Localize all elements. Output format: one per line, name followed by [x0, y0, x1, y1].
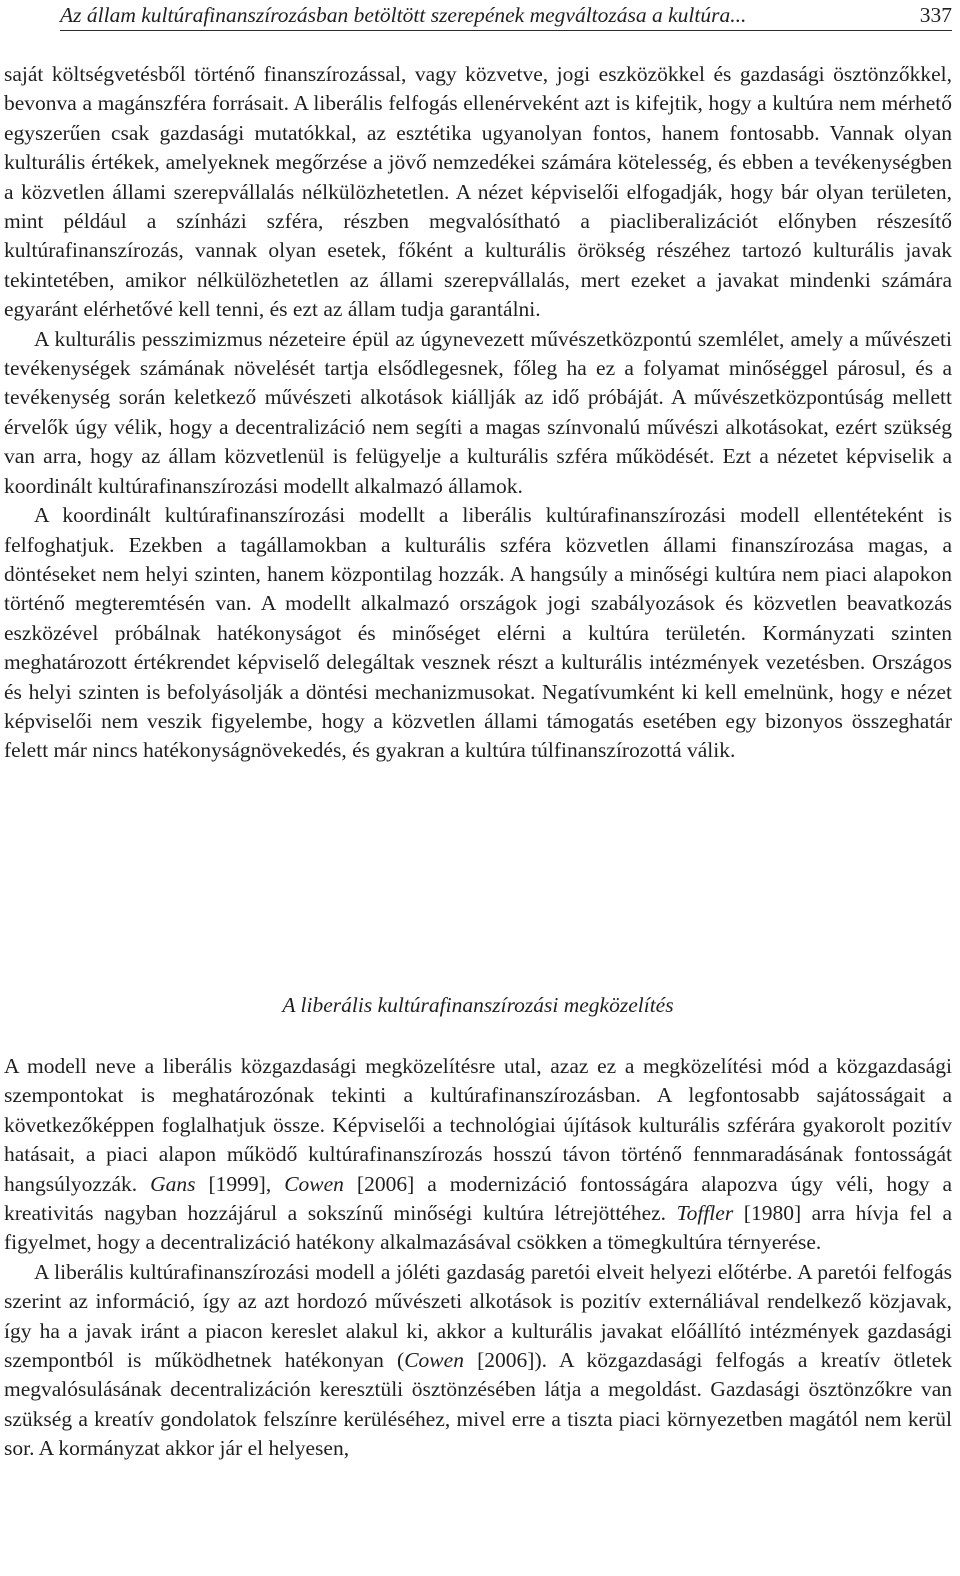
citation-author-gans: Gans: [150, 1171, 196, 1196]
citation-author-toffler: Toffler: [676, 1201, 734, 1226]
running-header: [60, 0, 952, 31]
running-title: Az állam kultúrafinanszírozásban betöltött szerepének megváltozása a kultúra...: [60, 3, 747, 27]
paragraph-4-text-a: A modell neve a liberális közgazdasági megközelítésre utal, azaz ez a megközelítési mód a közgazdasági szempontokat is meghatározónak tekinti a kultúrafinanszírozásban. A legfontosabb sajátosságait a következőképpen foglalhatjuk össze. Képviselői a technológiai újítások kulturális szférára gyakorolt pozitív hatásait, a piaci alapon működő kultúrafinanszírozás hosszú távon történő fennmaradásának fontosságát hangsúlyozzák.: [4, 1054, 952, 1196]
paragraph-4-text-d: [1980] arra hívja fel a figyelmet, hogy a decentralizáció hatékony alkalmazásával csökken a tömegkultúra térnyerése.: [4, 1201, 952, 1255]
citation-author-cowen: Cowen: [284, 1171, 344, 1196]
body-text-bottom: [4, 1052, 952, 1464]
body-text-top: [4, 60, 952, 766]
paragraph-1: saját költségvetésből történő finanszírozással, vagy közvetve, jogi eszközökkel és gazdasági ösztönzőkkel, bevonva a magánszféra forrásait. A liberális felfogás ellenérveként azt is kifejtik, hogy a kultúra nem mérhető egyszerűen csak gazdasági mutatókkal, az esztétika ugyanolyan fontos, hanem fontosabb. Vannak olyan kulturális értékek, amelyeknek megőrzése a jövő nemzedékei számára kötelesség, és ebben a tevékenységben a közvetlen állami szerepvállalás nélkülözhetetlen. A nézet képviselői elfogadják, hogy bár olyan területen, mint például a színházi szféra, részben megvalósítható a piacliberalizációt előnyben részesítő kultúrafinanszírozás, vannak olyan esetek, főként a kulturális örökség részéhez tartozó kulturális javak tekintetében, amikor nélkülözhetetlen az állami szerepvállalás, mert ezeket a javakat mindenki számára egyaránt elérhetővé kell tenni, és ezt az állam tudja garantálni.: [4, 62, 952, 322]
citation-author-cowen-2: Cowen: [404, 1348, 464, 1373]
section-heading: A liberális kultúrafinanszírozási megközelítés: [282, 993, 674, 1017]
paragraph-5-text-a: A liberális kultúrafinanszírozási modell a jóléti gazdaság paretói elveit helyezi előtérbe. A paretói felfogás szerint az információ, így az azt hordozó művészeti alkotások is pozitív externáliával rendelkező közjavak, így ha a javak iránt a piacon kereslet alakul ki, akkor a kulturális javakat előállító intézmények gazdasági szempontból is működhetnek hatékonyan (: [4, 1259, 952, 1373]
paragraph-4-text-c: [2006] a modernizáció fontosságára alapozva úgy véli, hogy a kreativitás nagyban hozzájárul a sokszínű minőségi kultúra létrejöttéhez.: [4, 1171, 953, 1226]
paragraph-4: [4, 1052, 952, 1258]
paragraph-4-text-b: [1999],: [208, 1171, 272, 1196]
paragraph-2: A kulturális pesszimizmus nézeteire épül az úgynevezett művészetközpontú szemlélet, amely a művészeti tevékenységek számának növelését tartja elsődlegesnek, főleg ha ez a folyamat minőséggel párosul, és a tevékenység során keletkező művészeti alkotások kiállják az idő próbáját. A művészetközpontúság mellett érvelők úgy vélik, hogy a decentralizáció nem segíti a magas színvonalú művészi alkotásokat, ezért szükség van arra, hogy az állam közvetlenül is felügyelje a kulturális szféra működését. Ezt a nézetet képviselik a koordinált kultúrafinanszírozási modellt alkalmazó államok.: [4, 326, 952, 498]
paragraph-5-text-b: [2006]). A közgazdasági felfogás a kreatív ötletek megvalósulásának decentralizáción keresztüli ösztönzésében látja a megoldást. Gazdasági ösztönzőkre van szükség a kreatív gondolatok felszínre kerüléséhez, mivel erre a tiszta piaci környezetben magától nem kerül sor. A kormányzat akkor jár el helyesen,: [4, 1348, 952, 1461]
paragraph-3: A koordinált kultúrafinanszírozási modellt a liberális kultúrafinanszírozási modell ellentéteként is felfoghatjuk. Ezekben a tagállamokban a kulturális szféra közvetlen állami finanszírozása magas, a döntéseket nem helyi szinten, hanem központilag hozzák. A hangsúly a minőségi kultúra nem piaci alapokon történő megteremtésén van. A modellt alkalmazó országok jogi szabályozások és közvetlen beavatkozás eszközével próbálnak hatékonyságot és minőséget elérni a kultúra területén. Kormányzati szinten meghatározott értékrendet képviselő delegáltak vesznek részt a kulturális intézmények vezetésben. Országos és helyi szinten is befolyásolják a döntési mechanizmusokat. Negatívumként ki kell emelnünk, hogy e nézet képviselői nem veszik figyelembe, hogy a közvetlen állami támogatás esetében egy bizonyos összeghatár felett már nincs hatékonyságnövekedés, és gyakran a kultúra túlfinanszírozottá válik.: [4, 503, 952, 763]
page-number: 337: [919, 3, 952, 27]
paragraph-5: [4, 1258, 952, 1464]
